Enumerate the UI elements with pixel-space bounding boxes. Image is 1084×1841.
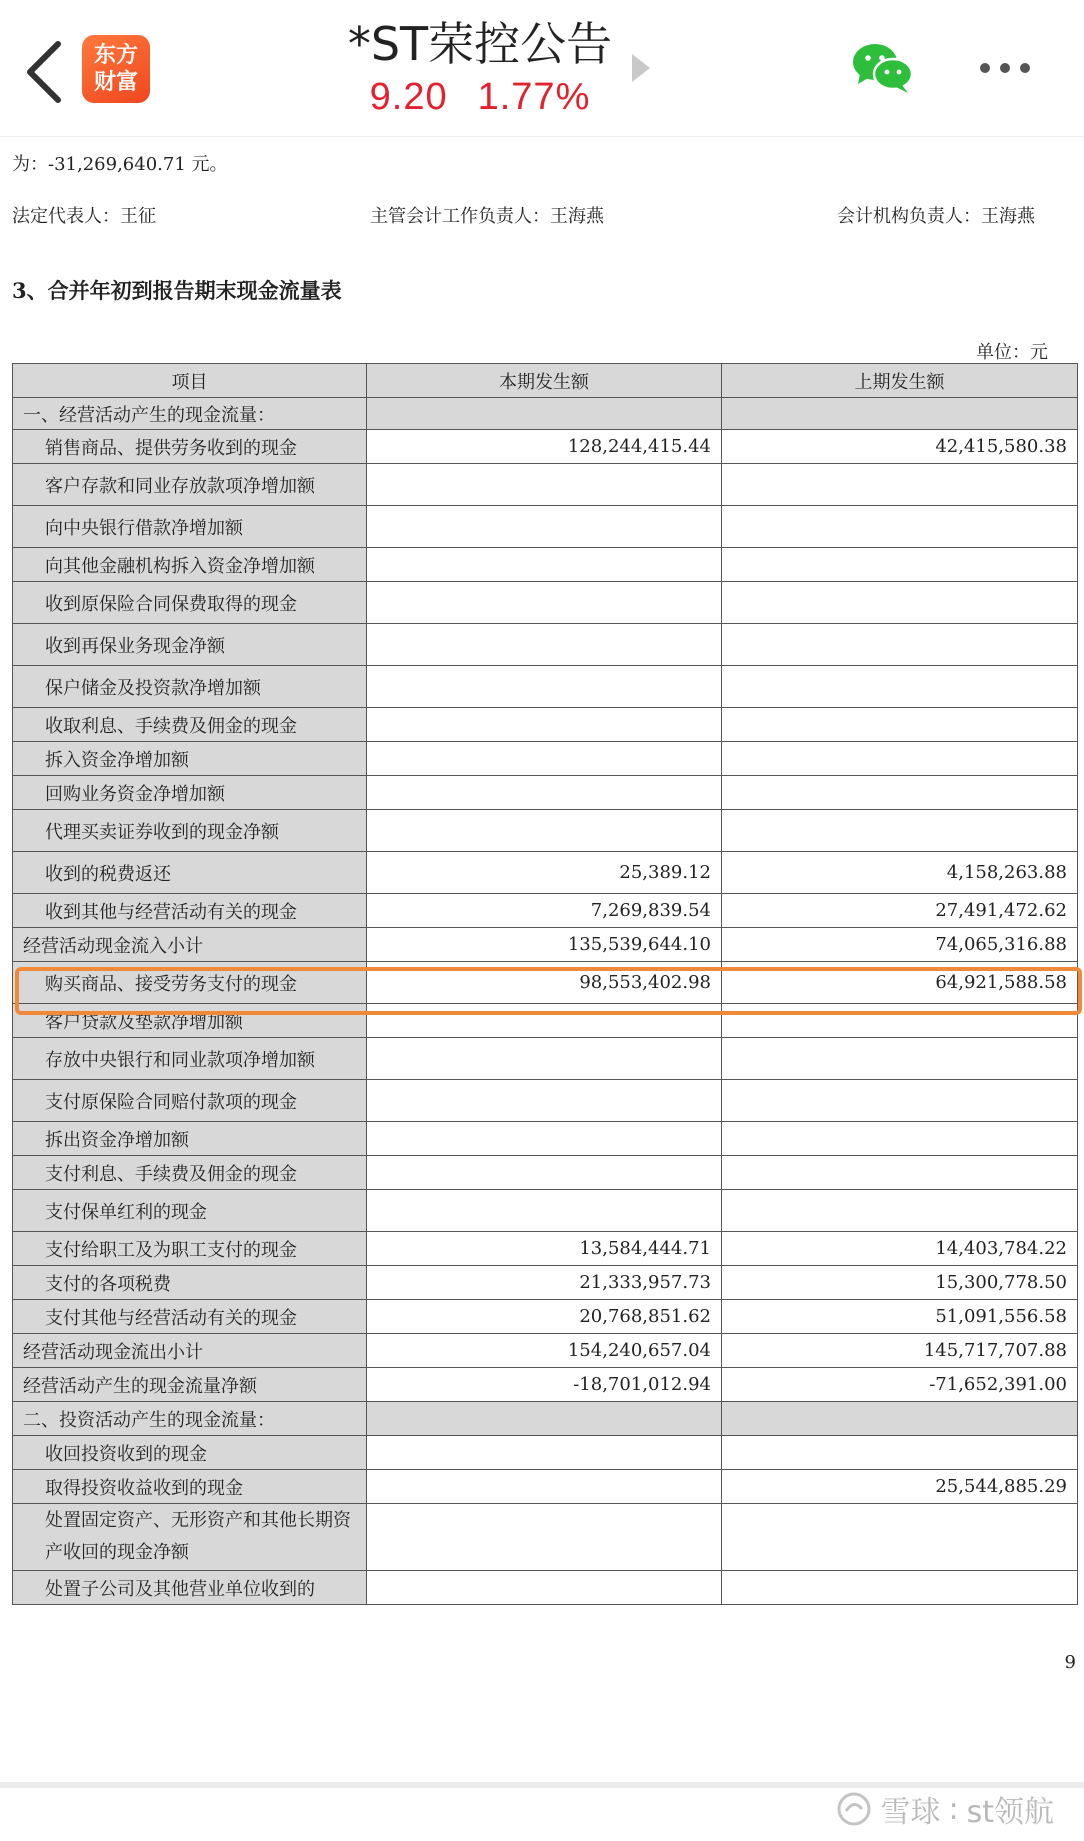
row-item: 拆入资金净增加额 bbox=[13, 742, 367, 776]
stock-change: 1.77% bbox=[477, 76, 591, 118]
table-row bbox=[13, 1038, 1078, 1080]
row-item: 收到再保业务现金净额 bbox=[13, 624, 367, 666]
row-previous: 42,415,580.38 bbox=[722, 430, 1078, 464]
accounting-org-head: 会计机构负责人：王海燕 bbox=[837, 206, 1035, 227]
watermark bbox=[836, 1787, 1054, 1831]
row-previous bbox=[722, 776, 1078, 810]
row-current: 128,244,415.44 bbox=[367, 430, 722, 464]
table-row bbox=[13, 742, 1078, 776]
row-previous bbox=[722, 1122, 1078, 1156]
accounting-head: 主管会计工作负责人：王海燕 bbox=[370, 206, 604, 227]
row-current bbox=[367, 1571, 722, 1605]
page-title: *ST荣控公告 bbox=[347, 17, 613, 71]
table-row bbox=[13, 1156, 1078, 1190]
row-previous bbox=[722, 548, 1078, 582]
row-current bbox=[367, 1156, 722, 1190]
title-block bbox=[320, 14, 640, 119]
row-previous bbox=[722, 708, 1078, 742]
table-row bbox=[13, 810, 1078, 852]
row-current bbox=[367, 1122, 722, 1156]
row-previous bbox=[722, 1402, 1078, 1436]
row-current bbox=[367, 810, 722, 852]
row-current bbox=[367, 742, 722, 776]
app-header bbox=[0, 0, 1084, 137]
row-previous: 15,300,778.50 bbox=[722, 1266, 1078, 1300]
row-current bbox=[367, 1470, 722, 1504]
triangle-right-icon bbox=[630, 52, 652, 84]
row-item: 经营活动现金流出小计 bbox=[13, 1334, 367, 1368]
row-item: 拆出资金净增加额 bbox=[13, 1122, 367, 1156]
row-item: 客户存款和同业存放款项净增加额 bbox=[13, 464, 367, 506]
stock-quote bbox=[320, 76, 640, 119]
row-previous bbox=[722, 1004, 1078, 1038]
table-row bbox=[13, 928, 1078, 962]
section-title: 3、合并年初到报告期末现金流量表 bbox=[12, 278, 342, 303]
row-item: 取得投资收益收到的现金 bbox=[13, 1470, 367, 1504]
wechat-share-button[interactable] bbox=[850, 40, 914, 96]
table-row bbox=[13, 1368, 1078, 1402]
row-previous bbox=[722, 1436, 1078, 1470]
row-item: 代理买卖证券收到的现金净额 bbox=[13, 810, 367, 852]
row-previous: 27,491,472.62 bbox=[722, 894, 1078, 928]
wechat-icon bbox=[850, 40, 914, 96]
row-current: 98,553,402.98 bbox=[367, 962, 722, 1004]
row-item: 收取利息、手续费及佣金的现金 bbox=[13, 708, 367, 742]
table-row bbox=[13, 430, 1078, 464]
header-previous: 上期发生额 bbox=[722, 364, 1078, 398]
app-logo: 东方 财富 bbox=[82, 35, 150, 103]
row-previous: 51,091,556.58 bbox=[722, 1300, 1078, 1334]
row-previous bbox=[722, 1156, 1078, 1190]
header-current: 本期发生额 bbox=[367, 364, 722, 398]
row-current bbox=[367, 1004, 722, 1038]
row-previous bbox=[722, 1190, 1078, 1232]
table-row bbox=[13, 624, 1078, 666]
table-row bbox=[13, 1004, 1078, 1038]
table-header-row bbox=[13, 364, 1078, 398]
row-current bbox=[367, 506, 722, 548]
row-current bbox=[367, 1402, 722, 1436]
header-item: 项目 bbox=[13, 364, 367, 398]
row-item: 支付保单红利的现金 bbox=[13, 1190, 367, 1232]
row-item: 向中央银行借款净增加额 bbox=[13, 506, 367, 548]
back-button[interactable] bbox=[18, 34, 78, 106]
row-item: 处置固定资产、无形资产和其他长期资产收回的现金净额 bbox=[13, 1504, 367, 1571]
row-item: 一、经营活动产生的现金流量： bbox=[13, 398, 367, 430]
table-row bbox=[13, 776, 1078, 810]
row-current bbox=[367, 464, 722, 506]
more-dots-icon bbox=[975, 58, 1035, 78]
row-current: 20,768,851.62 bbox=[367, 1300, 722, 1334]
table-row bbox=[13, 1190, 1078, 1232]
row-item: 经营活动现金流入小计 bbox=[13, 928, 367, 962]
row-item: 处置子公司及其他营业单位收到的 bbox=[13, 1571, 367, 1605]
watermark-author: st领航 bbox=[966, 1795, 1054, 1830]
table-row bbox=[13, 1300, 1078, 1334]
unit-label: 单位：元 bbox=[976, 342, 1048, 363]
row-previous bbox=[722, 1504, 1078, 1571]
row-current bbox=[367, 708, 722, 742]
row-current: 25,389.12 bbox=[367, 852, 722, 894]
snowball-logo-icon bbox=[836, 1791, 872, 1827]
table-row bbox=[13, 506, 1078, 548]
row-current: 154,240,657.04 bbox=[367, 1334, 722, 1368]
row-previous: 64,921,588.58 bbox=[722, 962, 1078, 1004]
table-row bbox=[13, 1402, 1078, 1436]
row-item: 支付给职工及为职工支付的现金 bbox=[13, 1232, 367, 1266]
row-item: 客户贷款及垫款净增加额 bbox=[13, 1004, 367, 1038]
watermark-brand: 雪球 bbox=[880, 1795, 941, 1830]
row-previous bbox=[722, 398, 1078, 430]
row-current bbox=[367, 1436, 722, 1470]
table-row bbox=[13, 464, 1078, 506]
row-previous bbox=[722, 1080, 1078, 1122]
more-button[interactable] bbox=[975, 58, 1035, 78]
table-row bbox=[13, 1266, 1078, 1300]
row-current: -18,701,012.94 bbox=[367, 1368, 722, 1402]
row-current bbox=[367, 548, 722, 582]
legal-representative: 法定代表人：王征 bbox=[12, 206, 156, 227]
row-item: 支付利息、手续费及佣金的现金 bbox=[13, 1156, 367, 1190]
row-previous: 74,065,316.88 bbox=[722, 928, 1078, 962]
table-row bbox=[13, 1504, 1078, 1571]
doc-top-line: 为：-31,269,640.71 元。 bbox=[12, 154, 228, 175]
row-item: 销售商品、提供劳务收到的现金 bbox=[13, 430, 367, 464]
row-previous bbox=[722, 1571, 1078, 1605]
row-item: 支付原保险合同赔付款项的现金 bbox=[13, 1080, 367, 1122]
row-previous bbox=[722, 742, 1078, 776]
row-previous: 14,403,784.22 bbox=[722, 1232, 1078, 1266]
table-row bbox=[13, 1232, 1078, 1266]
row-current bbox=[367, 624, 722, 666]
row-current bbox=[367, 776, 722, 810]
page-number: 9 bbox=[1064, 1652, 1076, 1673]
row-previous bbox=[722, 624, 1078, 666]
row-item: 购买商品、接受劳务支付的现金 bbox=[13, 962, 367, 1004]
row-item: 支付的各项税费 bbox=[13, 1266, 367, 1300]
row-current: 13,584,444.71 bbox=[367, 1232, 722, 1266]
row-current bbox=[367, 1080, 722, 1122]
row-current: 7,269,839.54 bbox=[367, 894, 722, 928]
row-item: 收到的税费返还 bbox=[13, 852, 367, 894]
row-item: 收到原保险合同保费取得的现金 bbox=[13, 582, 367, 624]
row-current bbox=[367, 582, 722, 624]
table-row bbox=[13, 548, 1078, 582]
table-row bbox=[13, 1080, 1078, 1122]
row-item: 收到其他与经营活动有关的现金 bbox=[13, 894, 367, 928]
cash-flow-table bbox=[12, 363, 1078, 1605]
row-previous: 4,158,263.88 bbox=[722, 852, 1078, 894]
row-current bbox=[367, 666, 722, 708]
row-item: 支付其他与经营活动有关的现金 bbox=[13, 1300, 367, 1334]
table-row bbox=[13, 1122, 1078, 1156]
table-row bbox=[13, 1470, 1078, 1504]
row-item: 二、投资活动产生的现金流量： bbox=[13, 1402, 367, 1436]
row-current: 21,333,957.73 bbox=[367, 1266, 722, 1300]
table-row-highlighted bbox=[13, 962, 1078, 1004]
row-previous bbox=[722, 464, 1078, 506]
row-item: 保户储金及投资款净增加额 bbox=[13, 666, 367, 708]
row-previous bbox=[722, 506, 1078, 548]
watermark-separator: : bbox=[948, 1791, 959, 1827]
row-item: 向其他金融机构拆入资金净增加额 bbox=[13, 548, 367, 582]
row-previous bbox=[722, 1038, 1078, 1080]
row-previous: 145,717,707.88 bbox=[722, 1334, 1078, 1368]
row-current: 135,539,644.10 bbox=[367, 928, 722, 962]
row-previous bbox=[722, 582, 1078, 624]
table-row bbox=[13, 894, 1078, 928]
row-current bbox=[367, 398, 722, 430]
row-previous bbox=[722, 666, 1078, 708]
play-button[interactable] bbox=[630, 52, 652, 84]
row-previous: -71,652,391.00 bbox=[722, 1368, 1078, 1402]
row-item: 经营活动产生的现金流量净额 bbox=[13, 1368, 367, 1402]
row-current bbox=[367, 1038, 722, 1080]
table-row bbox=[13, 582, 1078, 624]
table-row bbox=[13, 1436, 1078, 1470]
row-item: 收回投资收到的现金 bbox=[13, 1436, 367, 1470]
table-row bbox=[13, 852, 1078, 894]
table-row bbox=[13, 398, 1078, 430]
row-previous bbox=[722, 810, 1078, 852]
row-previous: 25,544,885.29 bbox=[722, 1470, 1078, 1504]
table-row bbox=[13, 708, 1078, 742]
row-item: 存放中央银行和同业款项净增加额 bbox=[13, 1038, 367, 1080]
table-row bbox=[13, 666, 1078, 708]
row-item: 回购业务资金净增加额 bbox=[13, 776, 367, 810]
row-current bbox=[367, 1190, 722, 1232]
stock-price: 9.20 bbox=[369, 76, 448, 118]
table-row bbox=[13, 1571, 1078, 1605]
row-current bbox=[367, 1504, 722, 1571]
table-row bbox=[13, 1334, 1078, 1368]
chevron-left-icon bbox=[18, 34, 78, 106]
